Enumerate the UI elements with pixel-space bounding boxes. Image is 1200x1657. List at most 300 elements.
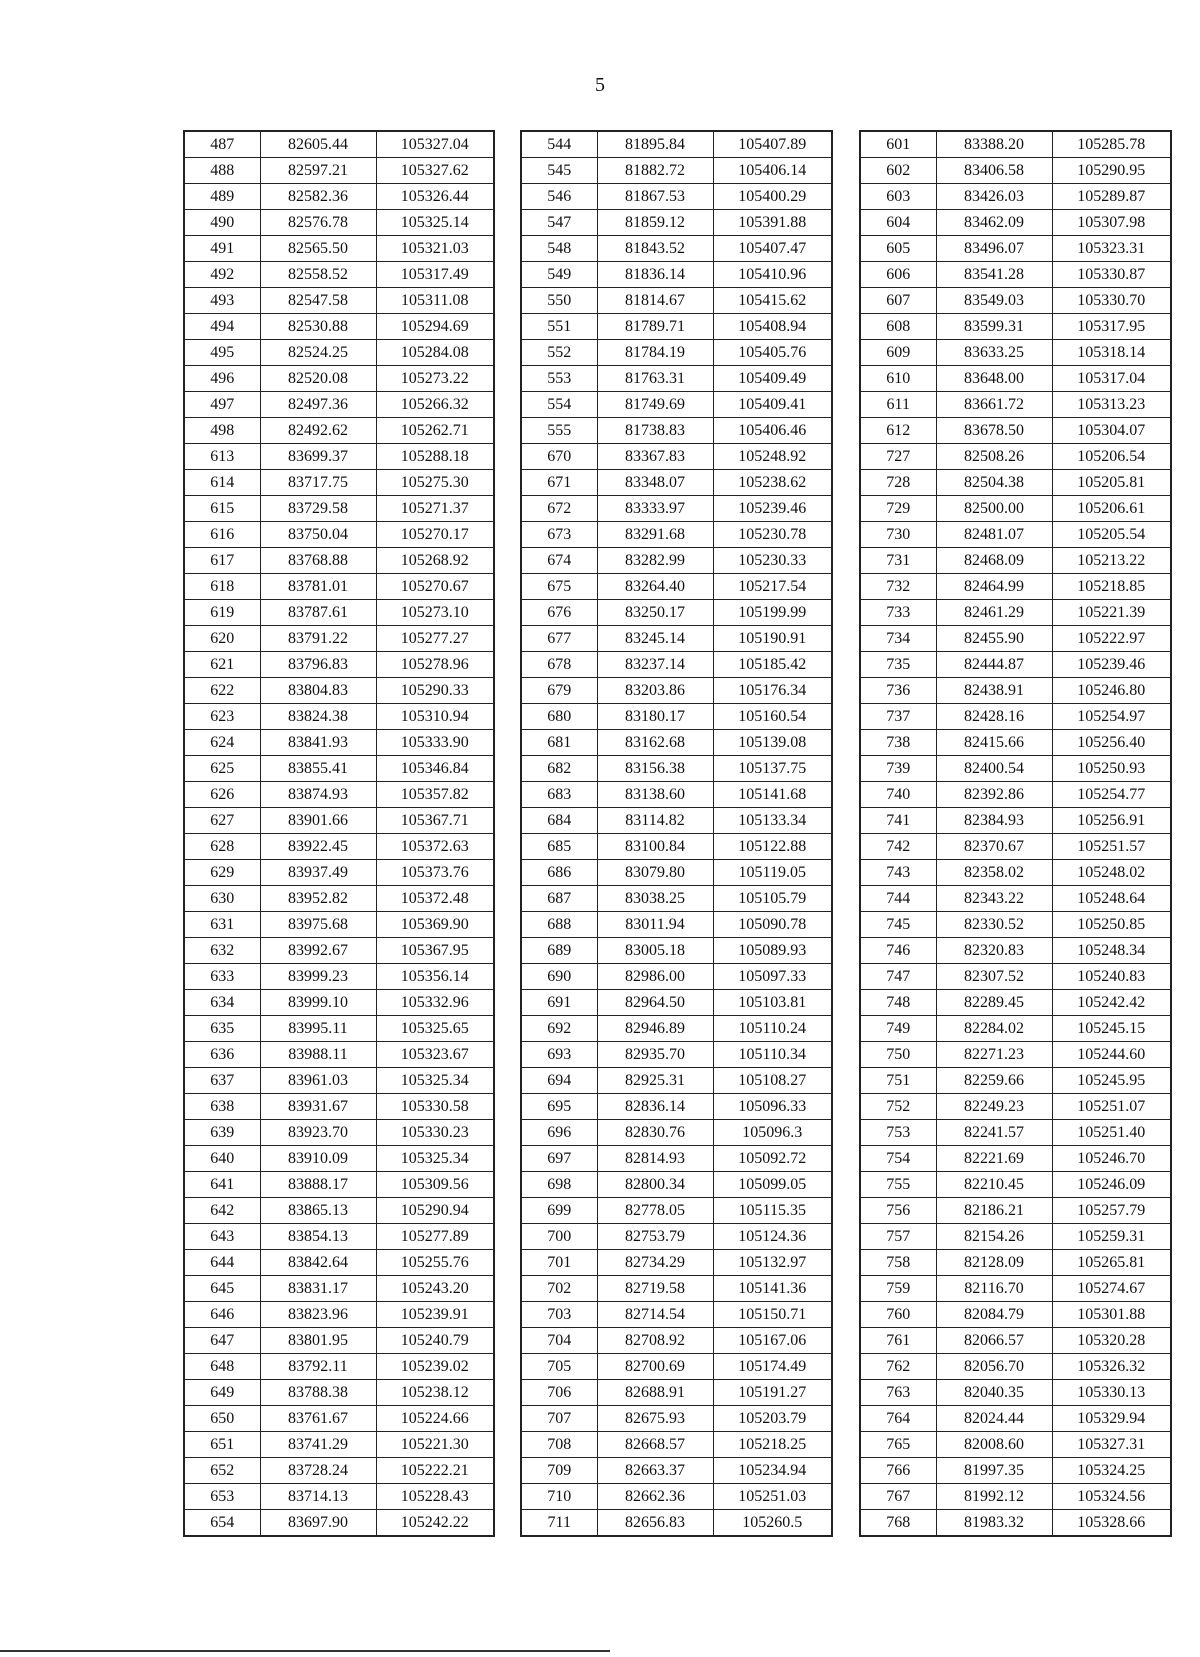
table-row: [860, 964, 1171, 990]
x-coordinate-cell: 82307.52: [936, 964, 1052, 990]
x-coordinate-cell: 83697.90: [260, 1510, 376, 1537]
x-coordinate-cell: 83138.60: [597, 782, 713, 808]
table-row: [521, 756, 832, 782]
table-row: [184, 1380, 494, 1406]
table-row: [521, 210, 832, 236]
x-coordinate-cell: 82668.57: [597, 1432, 713, 1458]
coordinate-table-left: [183, 130, 495, 1537]
x-coordinate-cell: 83931.67: [260, 1094, 376, 1120]
table-row: [521, 600, 832, 626]
point-number-cell: 698: [521, 1172, 597, 1198]
table-row: [184, 496, 494, 522]
y-coordinate-cell: 105239.46: [713, 496, 832, 522]
point-number-cell: 730: [860, 522, 936, 548]
x-coordinate-cell: 82343.22: [936, 886, 1052, 912]
table-row: [521, 184, 832, 210]
point-number-cell: 736: [860, 678, 936, 704]
x-coordinate-cell: 83855.41: [260, 756, 376, 782]
point-number-cell: 683: [521, 782, 597, 808]
y-coordinate-cell: 105323.67: [376, 1042, 494, 1068]
x-coordinate-cell: 83952.82: [260, 886, 376, 912]
point-number-cell: 487: [184, 131, 260, 158]
x-coordinate-cell: 83291.68: [597, 522, 713, 548]
point-number-cell: 752: [860, 1094, 936, 1120]
x-coordinate-cell: 82056.70: [936, 1354, 1052, 1380]
x-coordinate-cell: 83901.66: [260, 808, 376, 834]
y-coordinate-cell: 105248.92: [713, 444, 832, 470]
x-coordinate-cell: 83011.94: [597, 912, 713, 938]
y-coordinate-cell: 105324.56: [1052, 1484, 1171, 1510]
y-coordinate-cell: 105294.69: [376, 314, 494, 340]
y-coordinate-cell: 105242.42: [1052, 990, 1171, 1016]
table-row: [184, 1484, 494, 1510]
x-coordinate-cell: 81983.32: [936, 1510, 1052, 1537]
point-number-cell: 615: [184, 496, 260, 522]
y-coordinate-cell: 105217.54: [713, 574, 832, 600]
y-coordinate-cell: 105275.30: [376, 470, 494, 496]
x-coordinate-cell: 83787.61: [260, 600, 376, 626]
point-number-cell: 710: [521, 1484, 597, 1510]
point-number-cell: 634: [184, 990, 260, 1016]
y-coordinate-cell: 105245.95: [1052, 1068, 1171, 1094]
y-coordinate-cell: 105199.99: [713, 600, 832, 626]
x-coordinate-cell: 82605.44: [260, 131, 376, 158]
y-coordinate-cell: 105325.34: [376, 1146, 494, 1172]
y-coordinate-cell: 105407.89: [713, 131, 832, 158]
table-row: [184, 1354, 494, 1380]
table-row: [184, 860, 494, 886]
y-coordinate-cell: 105222.21: [376, 1458, 494, 1484]
x-coordinate-cell: 83999.23: [260, 964, 376, 990]
y-coordinate-cell: 105256.40: [1052, 730, 1171, 756]
x-coordinate-cell: 83426.03: [936, 184, 1052, 210]
x-coordinate-cell: 83264.40: [597, 574, 713, 600]
y-coordinate-cell: 105239.91: [376, 1302, 494, 1328]
table-row: [184, 288, 494, 314]
point-number-cell: 624: [184, 730, 260, 756]
point-number-cell: 727: [860, 444, 936, 470]
y-coordinate-cell: 105266.32: [376, 392, 494, 418]
table-row: [521, 1458, 832, 1484]
y-coordinate-cell: 105119.05: [713, 860, 832, 886]
x-coordinate-cell: 82116.70: [936, 1276, 1052, 1302]
point-number-cell: 702: [521, 1276, 597, 1302]
x-coordinate-cell: 83728.24: [260, 1458, 376, 1484]
table-body: [184, 131, 494, 1536]
point-number-cell: 707: [521, 1406, 597, 1432]
point-number-cell: 766: [860, 1458, 936, 1484]
table-row: [184, 1068, 494, 1094]
x-coordinate-cell: 83792.11: [260, 1354, 376, 1380]
table-row: [521, 1510, 832, 1537]
x-coordinate-cell: 82530.88: [260, 314, 376, 340]
y-coordinate-cell: 105332.96: [376, 990, 494, 1016]
y-coordinate-cell: 105327.04: [376, 131, 494, 158]
point-number-cell: 490: [184, 210, 260, 236]
point-number-cell: 618: [184, 574, 260, 600]
table-row: [860, 1458, 1171, 1484]
point-number-cell: 688: [521, 912, 597, 938]
y-coordinate-cell: 105318.14: [1052, 340, 1171, 366]
y-coordinate-cell: 105400.29: [713, 184, 832, 210]
table-row: [184, 1406, 494, 1432]
table-row: [521, 652, 832, 678]
table-row: [860, 652, 1171, 678]
y-coordinate-cell: 105406.14: [713, 158, 832, 184]
point-number-cell: 734: [860, 626, 936, 652]
x-coordinate-cell: 81882.72: [597, 158, 713, 184]
point-number-cell: 613: [184, 444, 260, 470]
table-row: [860, 1068, 1171, 1094]
point-number-cell: 636: [184, 1042, 260, 1068]
table-row: [521, 574, 832, 600]
y-coordinate-cell: 105222.97: [1052, 626, 1171, 652]
table-row: [521, 262, 832, 288]
x-coordinate-cell: 82428.16: [936, 704, 1052, 730]
point-number-cell: 695: [521, 1094, 597, 1120]
point-number-cell: 601: [860, 131, 936, 158]
table-row: [184, 756, 494, 782]
y-coordinate-cell: 105408.94: [713, 314, 832, 340]
point-number-cell: 747: [860, 964, 936, 990]
x-coordinate-cell: 83717.75: [260, 470, 376, 496]
y-coordinate-cell: 105234.94: [713, 1458, 832, 1484]
table-row: [860, 1172, 1171, 1198]
y-coordinate-cell: 105330.58: [376, 1094, 494, 1120]
y-coordinate-cell: 105246.09: [1052, 1172, 1171, 1198]
x-coordinate-cell: 83245.14: [597, 626, 713, 652]
x-coordinate-cell: 82734.29: [597, 1250, 713, 1276]
table-body: [860, 131, 1171, 1536]
y-coordinate-cell: 105251.03: [713, 1484, 832, 1510]
x-coordinate-cell: 83162.68: [597, 730, 713, 756]
table-row: [521, 704, 832, 730]
table-row: [860, 756, 1171, 782]
point-number-cell: 620: [184, 626, 260, 652]
point-number-cell: 763: [860, 1380, 936, 1406]
point-number-cell: 680: [521, 704, 597, 730]
table-row: [860, 1224, 1171, 1250]
y-coordinate-cell: 105328.66: [1052, 1510, 1171, 1537]
point-number-cell: 700: [521, 1224, 597, 1250]
y-coordinate-cell: 105221.39: [1052, 600, 1171, 626]
y-coordinate-cell: 105407.47: [713, 236, 832, 262]
x-coordinate-cell: 83824.38: [260, 704, 376, 730]
table-row: [521, 860, 832, 886]
table-row: [860, 522, 1171, 548]
point-number-cell: 617: [184, 548, 260, 574]
x-coordinate-cell: 82558.52: [260, 262, 376, 288]
x-coordinate-cell: 82497.36: [260, 392, 376, 418]
y-coordinate-cell: 105330.13: [1052, 1380, 1171, 1406]
x-coordinate-cell: 82464.99: [936, 574, 1052, 600]
table-row: [184, 1276, 494, 1302]
y-coordinate-cell: 105096.33: [713, 1094, 832, 1120]
table-row: [184, 730, 494, 756]
point-number-cell: 654: [184, 1510, 260, 1537]
point-number-cell: 603: [860, 184, 936, 210]
y-coordinate-cell: 105405.76: [713, 340, 832, 366]
x-coordinate-cell: 82384.93: [936, 808, 1052, 834]
y-coordinate-cell: 105324.25: [1052, 1458, 1171, 1484]
x-coordinate-cell: 82508.26: [936, 444, 1052, 470]
table-row: [521, 366, 832, 392]
table-row: [860, 1042, 1171, 1068]
table-row: [521, 808, 832, 834]
y-coordinate-cell: 105248.34: [1052, 938, 1171, 964]
x-coordinate-cell: 81814.67: [597, 288, 713, 314]
point-number-cell: 646: [184, 1302, 260, 1328]
table-row: [521, 1224, 832, 1250]
x-coordinate-cell: 82330.52: [936, 912, 1052, 938]
y-coordinate-cell: 105174.49: [713, 1354, 832, 1380]
y-coordinate-cell: 105238.12: [376, 1380, 494, 1406]
x-coordinate-cell: 82946.89: [597, 1016, 713, 1042]
x-coordinate-cell: 81749.69: [597, 392, 713, 418]
x-coordinate-cell: 82582.36: [260, 184, 376, 210]
x-coordinate-cell: 82935.70: [597, 1042, 713, 1068]
table-row: [860, 678, 1171, 704]
point-number-cell: 492: [184, 262, 260, 288]
point-number-cell: 650: [184, 1406, 260, 1432]
x-coordinate-cell: 83156.38: [597, 756, 713, 782]
point-number-cell: 607: [860, 288, 936, 314]
x-coordinate-cell: 82830.76: [597, 1120, 713, 1146]
table-row: [860, 782, 1171, 808]
table-row: [860, 704, 1171, 730]
point-number-cell: 691: [521, 990, 597, 1016]
table-body: [521, 131, 832, 1536]
x-coordinate-cell: 83992.67: [260, 938, 376, 964]
page-number: 5: [595, 74, 605, 96]
table-row: [521, 834, 832, 860]
table-row: [521, 340, 832, 366]
x-coordinate-cell: 82400.54: [936, 756, 1052, 782]
table-row: [860, 1406, 1171, 1432]
x-coordinate-cell: 82249.23: [936, 1094, 1052, 1120]
y-coordinate-cell: 105132.97: [713, 1250, 832, 1276]
table-row: [521, 444, 832, 470]
x-coordinate-cell: 83079.80: [597, 860, 713, 886]
x-coordinate-cell: 82663.37: [597, 1458, 713, 1484]
table-row: [521, 1172, 832, 1198]
point-number-cell: 673: [521, 522, 597, 548]
point-number-cell: 699: [521, 1198, 597, 1224]
table-row: [184, 131, 494, 158]
x-coordinate-cell: 83005.18: [597, 938, 713, 964]
y-coordinate-cell: 105191.27: [713, 1380, 832, 1406]
point-number-cell: 639: [184, 1120, 260, 1146]
y-coordinate-cell: 105333.90: [376, 730, 494, 756]
table-row: [521, 131, 832, 158]
point-number-cell: 489: [184, 184, 260, 210]
x-coordinate-cell: 82547.58: [260, 288, 376, 314]
point-number-cell: 628: [184, 834, 260, 860]
y-coordinate-cell: 105176.34: [713, 678, 832, 704]
x-coordinate-cell: 82461.29: [936, 600, 1052, 626]
x-coordinate-cell: 83823.96: [260, 1302, 376, 1328]
x-coordinate-cell: 82576.78: [260, 210, 376, 236]
x-coordinate-cell: 81763.31: [597, 366, 713, 392]
table-row: [184, 990, 494, 1016]
table-row: [184, 1328, 494, 1354]
point-number-cell: 671: [521, 470, 597, 496]
x-coordinate-cell: 82836.14: [597, 1094, 713, 1120]
table-row: [521, 1406, 832, 1432]
x-coordinate-cell: 83038.25: [597, 886, 713, 912]
y-coordinate-cell: 105317.49: [376, 262, 494, 288]
table-row: [184, 262, 494, 288]
y-coordinate-cell: 105284.08: [376, 340, 494, 366]
point-number-cell: 623: [184, 704, 260, 730]
point-number-cell: 642: [184, 1198, 260, 1224]
table-row: [860, 158, 1171, 184]
point-number-cell: 494: [184, 314, 260, 340]
x-coordinate-cell: 83729.58: [260, 496, 376, 522]
x-coordinate-cell: 82084.79: [936, 1302, 1052, 1328]
point-number-cell: 608: [860, 314, 936, 340]
table-row: [521, 1198, 832, 1224]
point-number-cell: 765: [860, 1432, 936, 1458]
y-coordinate-cell: 105278.96: [376, 652, 494, 678]
table-row: [521, 912, 832, 938]
point-number-cell: 550: [521, 288, 597, 314]
point-number-cell: 612: [860, 418, 936, 444]
table-row: [184, 1224, 494, 1250]
table-row: [521, 288, 832, 314]
table-row: [521, 1380, 832, 1406]
x-coordinate-cell: 82925.31: [597, 1068, 713, 1094]
point-number-cell: 630: [184, 886, 260, 912]
y-coordinate-cell: 105242.22: [376, 1510, 494, 1537]
point-number-cell: 672: [521, 496, 597, 522]
table-row: [184, 184, 494, 210]
y-coordinate-cell: 105221.30: [376, 1432, 494, 1458]
x-coordinate-cell: 82565.50: [260, 236, 376, 262]
table-row: [860, 366, 1171, 392]
point-number-cell: 686: [521, 860, 597, 886]
x-coordinate-cell: 82986.00: [597, 964, 713, 990]
point-number-cell: 761: [860, 1328, 936, 1354]
x-coordinate-cell: 81843.52: [597, 236, 713, 262]
y-coordinate-cell: 105239.46: [1052, 652, 1171, 678]
x-coordinate-cell: 82444.87: [936, 652, 1052, 678]
point-number-cell: 498: [184, 418, 260, 444]
table-row: [860, 1016, 1171, 1042]
point-number-cell: 737: [860, 704, 936, 730]
point-number-cell: 762: [860, 1354, 936, 1380]
y-coordinate-cell: 105096.3: [713, 1120, 832, 1146]
table-row: [860, 574, 1171, 600]
table-row: [521, 730, 832, 756]
y-coordinate-cell: 105090.78: [713, 912, 832, 938]
y-coordinate-cell: 105372.48: [376, 886, 494, 912]
y-coordinate-cell: 105115.35: [713, 1198, 832, 1224]
y-coordinate-cell: 105122.88: [713, 834, 832, 860]
x-coordinate-cell: 82392.86: [936, 782, 1052, 808]
x-coordinate-cell: 81997.35: [936, 1458, 1052, 1484]
table-row: [860, 1484, 1171, 1510]
point-number-cell: 549: [521, 262, 597, 288]
table-row: [521, 886, 832, 912]
x-coordinate-cell: 82520.08: [260, 366, 376, 392]
y-coordinate-cell: 105325.34: [376, 1068, 494, 1094]
point-number-cell: 495: [184, 340, 260, 366]
table-row: [184, 912, 494, 938]
table-row: [521, 678, 832, 704]
table-row: [521, 392, 832, 418]
x-coordinate-cell: 83114.82: [597, 808, 713, 834]
point-number-cell: 764: [860, 1406, 936, 1432]
point-number-cell: 733: [860, 600, 936, 626]
x-coordinate-cell: 81859.12: [597, 210, 713, 236]
table-row: [860, 470, 1171, 496]
x-coordinate-cell: 82504.38: [936, 470, 1052, 496]
table-row: [521, 1328, 832, 1354]
y-coordinate-cell: 105290.95: [1052, 158, 1171, 184]
y-coordinate-cell: 105330.87: [1052, 262, 1171, 288]
point-number-cell: 648: [184, 1354, 260, 1380]
point-number-cell: 545: [521, 158, 597, 184]
point-number-cell: 652: [184, 1458, 260, 1484]
x-coordinate-cell: 82289.45: [936, 990, 1052, 1016]
point-number-cell: 701: [521, 1250, 597, 1276]
table-row: [521, 1276, 832, 1302]
table-row: [860, 1380, 1171, 1406]
point-number-cell: 647: [184, 1328, 260, 1354]
y-coordinate-cell: 105245.15: [1052, 1016, 1171, 1042]
table-row: [860, 340, 1171, 366]
table-row: [521, 522, 832, 548]
y-coordinate-cell: 105141.68: [713, 782, 832, 808]
table-row: [860, 626, 1171, 652]
table-row: [184, 678, 494, 704]
x-coordinate-cell: 83761.67: [260, 1406, 376, 1432]
point-number-cell: 616: [184, 522, 260, 548]
x-coordinate-cell: 83348.07: [597, 470, 713, 496]
x-coordinate-cell: 82370.67: [936, 834, 1052, 860]
y-coordinate-cell: 105369.90: [376, 912, 494, 938]
y-coordinate-cell: 105105.79: [713, 886, 832, 912]
point-number-cell: 643: [184, 1224, 260, 1250]
y-coordinate-cell: 105228.43: [376, 1484, 494, 1510]
table-row: [521, 626, 832, 652]
table-row: [184, 626, 494, 652]
table-row: [184, 938, 494, 964]
point-number-cell: 551: [521, 314, 597, 340]
table-row: [184, 1120, 494, 1146]
table-row: [860, 314, 1171, 340]
point-number-cell: 705: [521, 1354, 597, 1380]
x-coordinate-cell: 83999.10: [260, 990, 376, 1016]
table-row: [860, 131, 1171, 158]
y-coordinate-cell: 105317.95: [1052, 314, 1171, 340]
x-coordinate-cell: 82814.93: [597, 1146, 713, 1172]
y-coordinate-cell: 105330.70: [1052, 288, 1171, 314]
y-coordinate-cell: 105254.97: [1052, 704, 1171, 730]
point-number-cell: 753: [860, 1120, 936, 1146]
point-number-cell: 708: [521, 1432, 597, 1458]
point-number-cell: 694: [521, 1068, 597, 1094]
point-number-cell: 709: [521, 1458, 597, 1484]
point-number-cell: 685: [521, 834, 597, 860]
point-number-cell: 635: [184, 1016, 260, 1042]
x-coordinate-cell: 83661.72: [936, 392, 1052, 418]
point-number-cell: 629: [184, 860, 260, 886]
y-coordinate-cell: 105251.40: [1052, 1120, 1171, 1146]
x-coordinate-cell: 83741.29: [260, 1432, 376, 1458]
table-row: [860, 1328, 1171, 1354]
